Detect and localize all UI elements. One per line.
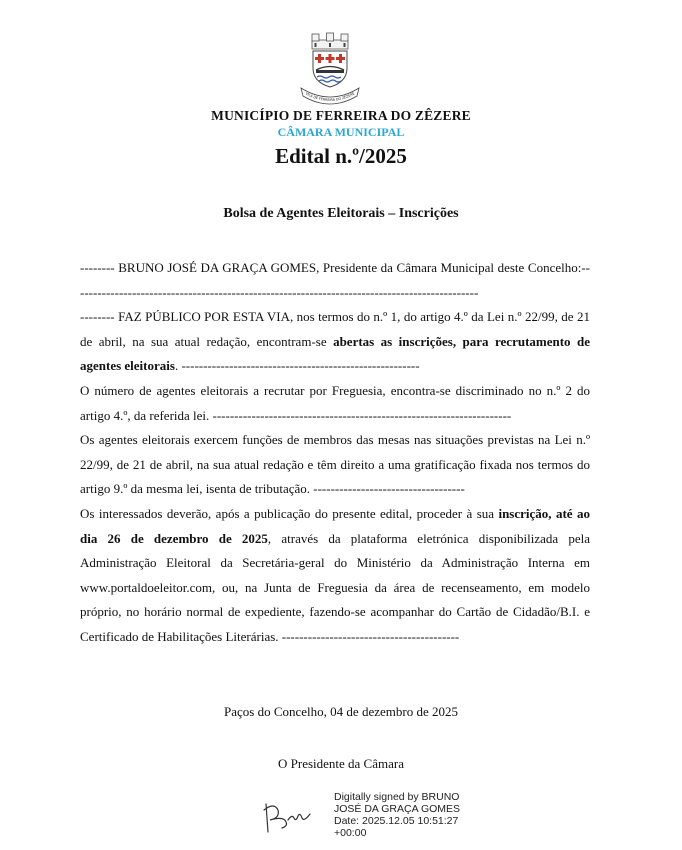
edital-body bbox=[80, 256, 590, 650]
paragraph-functions: Os agentes eleitorais exercem funções de membros das mesas nas situações previstas na Lei n.º 22/99, de 21 de abril, na sua atual redação e têm direito a uma gratificação fixada nos termos do artigo 9.º da mesma lei, isenta de tributação. ----------------------------------- bbox=[80, 432, 590, 497]
municipal-crest-icon bbox=[295, 30, 365, 108]
signature-line-2: JOSÉ DA GRAÇA GOMES bbox=[334, 803, 461, 815]
municipality-name: MUNICÍPIO DE FERREIRA DO ZÊZERE bbox=[211, 108, 471, 123]
signature-line-1: Digitally signed by BRUNO bbox=[334, 791, 460, 803]
crest-ribbon-text: VILA DE FERREIRA DO ZÊZERE bbox=[304, 91, 356, 103]
edital-title: Edital n.º/2025 bbox=[275, 144, 407, 168]
digital-signature-block bbox=[334, 791, 494, 839]
place-and-date: Paços do Concelho, 04 de dezembro de 2025 bbox=[224, 704, 458, 719]
paragraph-public-notice: -------- FAZ PÚBLICO POR ESTA VIA, nos termos do n.º 1, do artigo 4.º da Lei n.º 22/99, de 21 de abril, na sua atual redação, encontram-se abertas as inscrições, para recrutamento de agentes eleitorais. ------------------------------------------------------- bbox=[80, 309, 591, 374]
paragraph-registration: Os interessados deverão, após a publicação do presente edital, proceder à sua inscrição, até ao dia 26 de dezembro de 2025, através da plataforma eletrónica disponibilizada pela Administração Eleitoral da Secretária-geral do Ministério da Administração Interna em www.portaldoeleitor.com, ou, na Junta de Freguesia da área de recenseamento, em modelo próprio, no horário normal de expediente, fazendo-se acompanhar do Cartão de Cidadão/B.I. e Certificado de Habilitações Literárias. ----------------------------------------- bbox=[80, 505, 590, 644]
signature-date: Date: 2025.12.05 10:51:27 bbox=[334, 815, 459, 827]
signature-timezone: +00:00 bbox=[334, 827, 367, 839]
signatory-title: O Presidente da Câmara bbox=[278, 756, 404, 771]
chamber-name: CÂMARA MUNICIPAL bbox=[277, 125, 405, 139]
paragraph-number-agents: O número de agentes eleitorais a recrutar por Freguesia, encontra-se discriminado no n.º 2 do artigo 4.º, da referida lei. --------------------------------------------------------------------- bbox=[80, 382, 590, 423]
edital-subject: Bolsa de Agentes Eleitorais – Inscrições bbox=[223, 206, 459, 221]
paragraph-intro: -------- BRUNO JOSÉ DA GRAÇA GOMES, Presidente da Câmara Municipal deste Concelho:---------------------------------------------------------------------------------------------- bbox=[80, 260, 590, 300]
handwritten-signature-icon bbox=[258, 796, 318, 838]
